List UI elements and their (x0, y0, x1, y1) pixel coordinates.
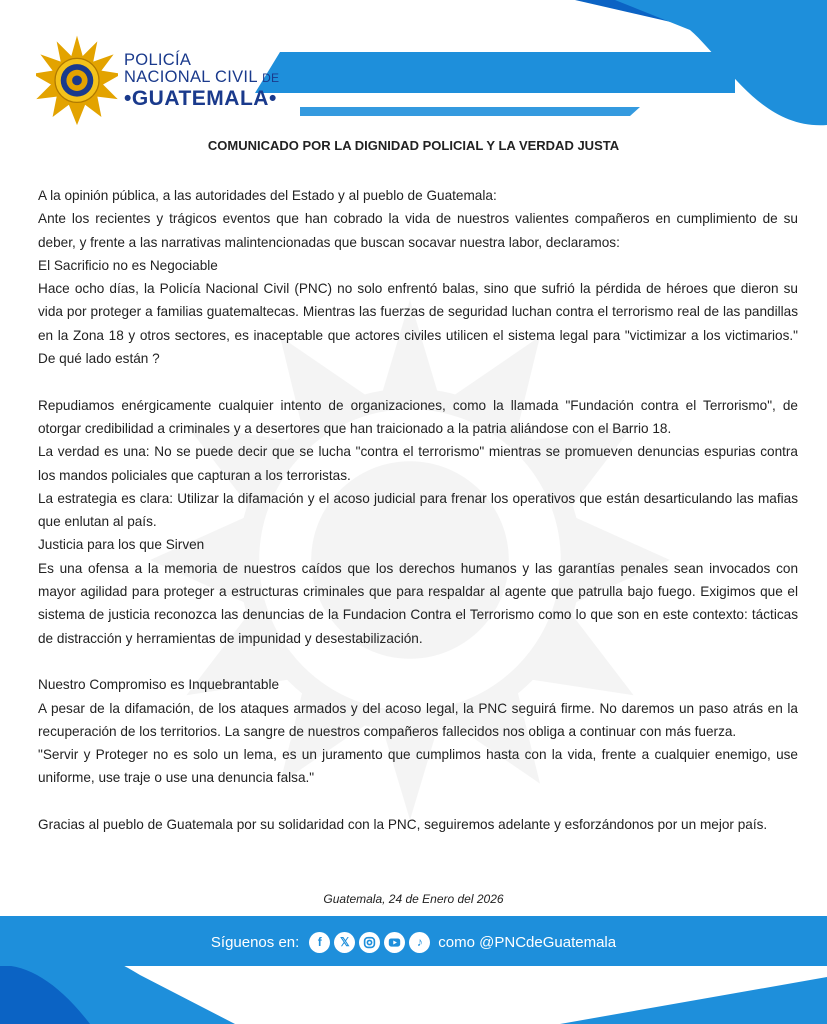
dateline: Guatemala, 24 de Enero del 2026 (323, 892, 504, 906)
paragraph-repudio: Repudiamos enérgicamente cualquier intento de organizaciones, como la llamada "Fundación contra el Terrorismo", de otorgar credibilidad a criminales y a desertores que han traicionado a la patria aliándose con el Barrio 18. (38, 397, 798, 436)
org-line2-main: NACIONAL CIVIL (124, 68, 258, 87)
facebook-icon[interactable]: f (309, 932, 330, 953)
section-heading-compromiso: Nuestro Compromiso es Inquebrantable (38, 677, 280, 693)
org-line2 (124, 69, 279, 86)
via-label: como @PNCdeGuatemala (438, 933, 617, 951)
pnc-logo-icon (36, 34, 118, 130)
section-heading-sacrificio: El Sacrificio no es Negociable (38, 257, 218, 273)
spacer (38, 370, 798, 393)
org-line1: POLICÍA (124, 51, 192, 69)
spacer (38, 650, 798, 673)
paragraph-sacrificio: Hace ocho días, la Policía Nacional Civil (PNC) no solo enfrentó balas, sino que sufrió la pérdida de héroes que dieron su vida por proteger a familias guatemaltecas. Mientras las fuerzas de seguridad luchan contra el terrorismo real de las pandillas en la Zona 18 y otros sectores, es inaceptable que actores civiles utilicen el sistema legal para "victimizar a los victimarios." De qué lado están ? (38, 281, 798, 367)
paragraph-compromiso: A pesar de la difamación, de los ataques armados y del acoso legal, la PNC seguirá firme. No daremos un paso atrás en la recuperación de los territorios. La sangre de nuestros compañeros fallecidos nos obliga a continuar con más fuerza. (38, 700, 798, 739)
org-line2-suffix: DE (262, 71, 280, 86)
youtube-icon[interactable] (384, 932, 405, 953)
section-heading-justicia: Justicia para los que Sirven (38, 537, 205, 553)
social-bar (0, 928, 827, 956)
tiktok-icon[interactable]: ♪ (409, 932, 430, 953)
follow-label: Síguenos en: (210, 933, 300, 951)
organization-name (124, 52, 279, 110)
paragraph-estrategia: La estrategia es clara: Utilizar la difamación y el acoso judicial para frenar los operativos que están desarticulando las mafias que enlutan al país. (38, 490, 798, 530)
spacer (38, 790, 798, 813)
org-line3: •GUATEMALA• (124, 86, 277, 110)
paragraph-justicia: Es una ofensa a la memoria de nuestros caídos que los derechos humanos y las garantías penales sean invocados con mayor agilidad para proteger a estructuras criminales que para respaldar al agente que patrulla bajo fuego. Exigimos que el sistema de justicia reconozca las denuncias de la Fundacion Contra el Terrorismo como lo que son en este contexto: tácticas de distracción y herramientas de impunidad y desestabilización. (38, 560, 798, 646)
instagram-icon[interactable] (359, 932, 380, 953)
x-icon[interactable]: 𝕏 (334, 932, 355, 953)
paragraph-intro: Ante los recientes y trágicos eventos que han cobrado la vida de nuestros valientes compañeros en cumplimiento de su deber, y frente a las narrativas malintencionadas que buscan socavar nuestra labor, declaramos: (38, 211, 798, 250)
page-title: COMUNICADO POR LA DIGNIDAD POLICIAL Y LA VERDAD JUSTA (207, 138, 620, 153)
paragraph-quote: "Servir y Proteger no es solo un lema, es un juramento que cumplimos hasta con la vida, frente a cualquier enemigo, use uniforme, use traje o use una denuncia falsa." (38, 747, 798, 786)
paragraph-gracias: Gracias al pueblo de Guatemala por su solidaridad con la PNC, seguiremos adelante y esforzándonos por un mejor país. (38, 817, 768, 833)
paragraph-salutation: A la opinión pública, a las autoridades del Estado y al pueblo de Guatemala: (38, 188, 497, 203)
paragraph-verdad: La verdad es una: No se puede decir que se lucha "contra el terrorismo" mientras se promueven denuncias espurias contra los mandos policiales que capturan a los terroristas. (38, 444, 798, 483)
communique-body (38, 184, 798, 836)
